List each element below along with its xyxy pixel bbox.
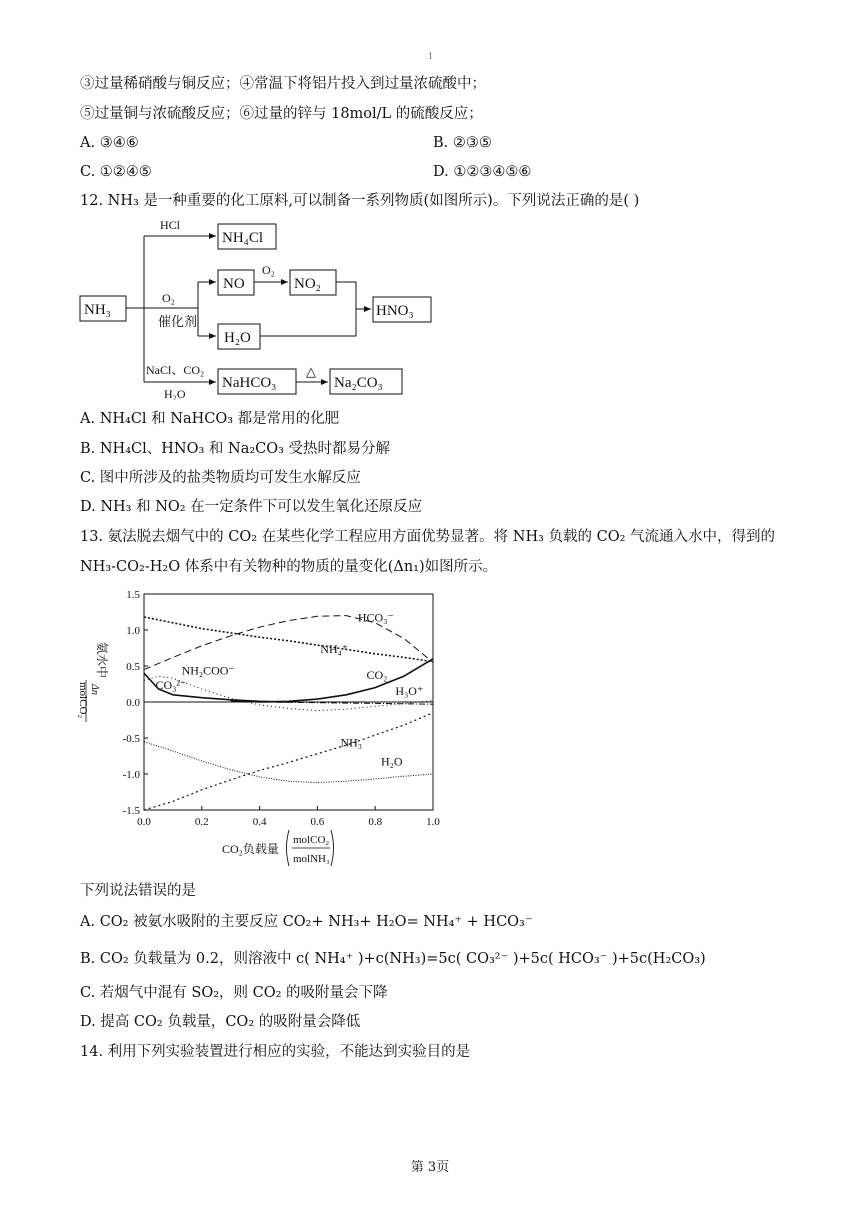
y-tick-label: 0.5 — [126, 661, 140, 673]
o2-reagent-top: O₂ — [262, 263, 275, 277]
x-axis-fraction-den: molNH₃ — [293, 853, 330, 865]
h2o-reagent: H₂O — [164, 387, 186, 400]
series-label: H₃O⁺ — [395, 683, 424, 698]
na2co3-label: Na₂CO₃ — [334, 375, 383, 391]
q13-prompt: 下列说法错误的是 — [80, 883, 196, 899]
q12-option-b: B. NH₄Cl、HNO₃ 和 Na₂CO₃ 受热时都易分解 — [80, 441, 391, 457]
nacl-co2-reagent: NaCl、CO₂ — [146, 363, 205, 377]
header-mark: 1 — [428, 52, 434, 61]
x-tick-label: 0.0 — [137, 816, 151, 828]
y-tick-label: -1.5 — [122, 805, 140, 817]
x-tick-label: 0.2 — [194, 816, 209, 828]
reaction-diagram — [78, 212, 438, 400]
x-tick-label: 0.8 — [368, 816, 383, 828]
y-axis-fraction-den: molCO₂ — [77, 682, 89, 719]
o2-reagent: O₂ — [162, 291, 175, 305]
heat-symbol: △ — [306, 364, 316, 379]
q13-option-d: D. 提高 CO₂ 负载量，CO₂ 的吸附量会降低 — [80, 1014, 361, 1030]
q13-stem-line-1: 13. 氨法脱去烟气中的 CO₂ 在某些化学工程应用方面优势显著。将 NH₃ 负载的 CO₂ 气流通入水中，得到的 — [80, 529, 776, 545]
hno3-label: HNO₃ — [376, 303, 414, 319]
q13-stem-line-2: NH₃-CO₂-H₂O 体系中有关物种的物质的量变化(Δn₁)如图所示。 — [80, 559, 498, 575]
series-label: NH₂COO⁻ — [181, 663, 235, 678]
option-list-line-1: ③过量稀硝酸与铜反应；④常温下将铝片投入到过量浓硫酸中； — [80, 76, 486, 92]
q11-option-d: D. ①②③④⑤⑥ — [433, 164, 532, 180]
y-axis-label-top: 氨水中 — [95, 642, 109, 679]
series-label: NH₃ — [340, 735, 363, 750]
q11-option-b: B. ②③⑤ — [433, 135, 492, 151]
series-label: NH₄⁺ — [320, 642, 349, 657]
x-tick-label: 0.4 — [252, 816, 267, 828]
x-tick-label: 1.0 — [426, 816, 440, 828]
y-tick-label: -0.5 — [122, 733, 140, 745]
q11-option-c: C. ①②④⑤ — [80, 164, 152, 180]
series-label: H₂O — [380, 754, 403, 769]
y-tick-label: 0.0 — [126, 697, 140, 709]
species-chart — [76, 582, 456, 872]
q13-option-c: C. 若烟气中混有 SO₂，则 CO₂ 的吸附量会下降 — [80, 985, 388, 1001]
q13-option-b: B. CO₂ 负载量为 0.2，则溶液中 c( NH₄⁺ )+c(NH₃)=5c( CO₃²⁻ )+5c( HCO₃⁻ )+5c(H₂CO₃) — [80, 951, 706, 967]
catalyst-label: 催化剂 — [158, 314, 198, 329]
x-axis-label: CO₂负载量 — [222, 842, 279, 856]
hcl-reagent: HCl — [160, 218, 181, 232]
y-axis-fraction-num: Δn — [89, 684, 100, 695]
q13-option-a: A. CO₂ 被氨水吸附的主要反应 CO₂+ NH₃+ H₂O= NH₄⁺ + HCO₃⁻ — [80, 914, 533, 930]
h2o-label: H₂O — [224, 330, 251, 346]
y-tick-label: -1.0 — [122, 769, 140, 781]
q12-option-c: C. 图中所涉及的盐类物质均可发生水解反应 — [80, 470, 361, 486]
q12-option-a: A. NH₄Cl 和 NaHCO₃ 都是常用的化肥 — [80, 411, 340, 427]
series-label: HCO₃⁻ — [357, 610, 394, 625]
y-tick-label: 1.0 — [126, 625, 140, 637]
nahco3-label: NaHCO₃ — [222, 375, 277, 391]
x-tick-label: 0.6 — [310, 816, 325, 828]
no-label: NO — [223, 276, 245, 292]
series-label: CO₃²⁻ — [155, 678, 187, 693]
page-number: 第 3页 — [410, 1160, 450, 1175]
no2-label: NO₂ — [294, 276, 321, 292]
option-list-line-2: ⑤过量铜与浓硫酸反应；⑥过量的锌与 18mol/L 的硫酸反应； — [80, 106, 483, 122]
nh3-label: NH₃ — [84, 302, 111, 318]
series-label: CO₂ — [366, 667, 388, 682]
y-tick-label: 1.5 — [126, 589, 140, 601]
q12-stem: 12. NH₃ 是一种重要的化工原料,可以制备一系列物质(如图所示)。下列说法正确的是( ) — [80, 193, 640, 209]
q14-stem: 14. 利用下列实验装置进行相应的实验，不能达到实验目的是 — [80, 1044, 471, 1060]
q11-option-a: A. ③④⑥ — [80, 135, 139, 151]
nh4cl-label: NH₄Cl — [222, 230, 264, 246]
x-axis-fraction-num: molCO₂ — [293, 834, 330, 846]
q12-option-d: D. NH₃ 和 NO₂ 在一定条件下可以发生氧化还原反应 — [80, 499, 423, 515]
